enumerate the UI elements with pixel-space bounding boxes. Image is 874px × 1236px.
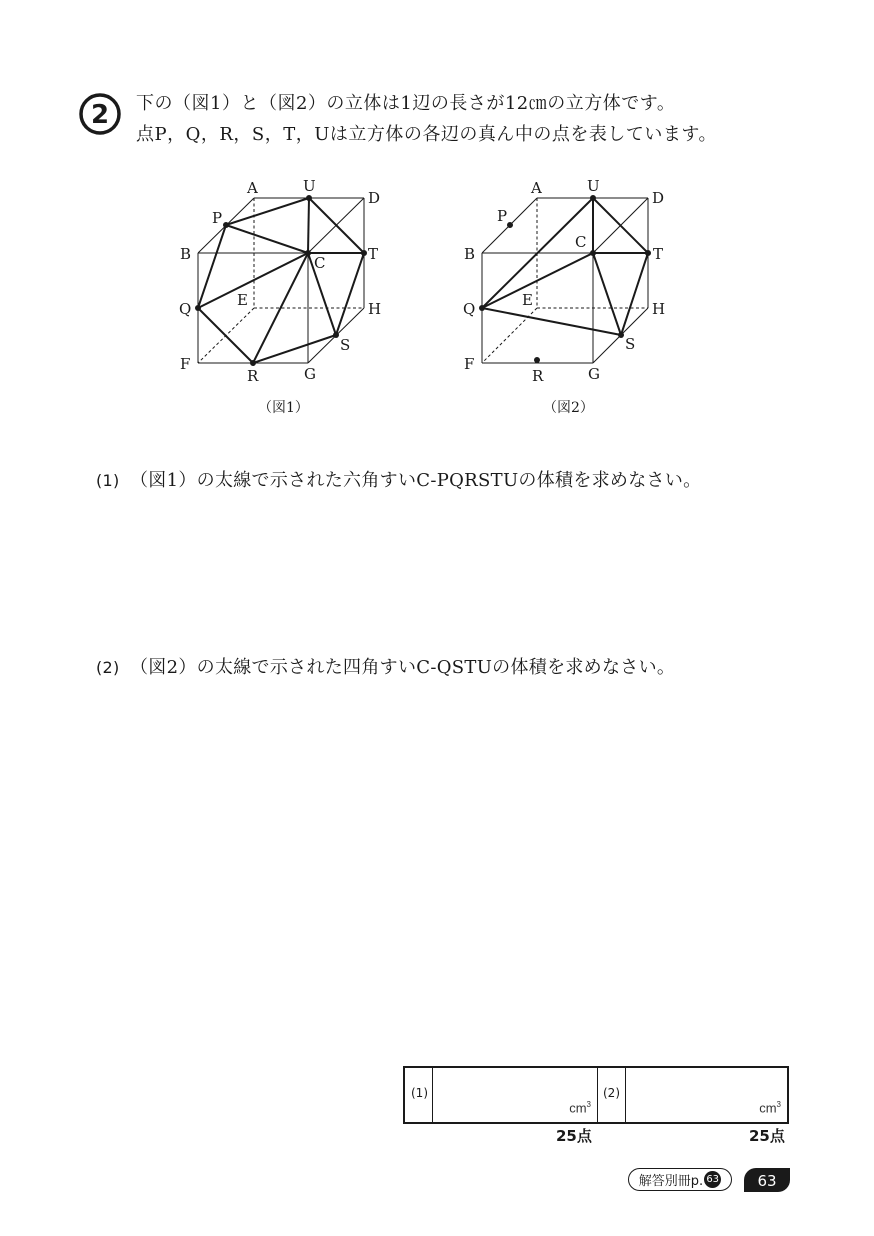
problem-statement — [136, 88, 717, 150]
label-D: D — [652, 189, 665, 207]
label-R: R — [532, 367, 544, 385]
question-1-number: (1) — [96, 471, 120, 490]
label-G: G — [588, 365, 600, 383]
problem-line-2: 点P，Q，R，S，T，Uは立方体の各辺の真ん中の点を表しています。 — [136, 124, 717, 145]
label-F: F — [464, 355, 475, 373]
page-number-tab — [744, 1168, 790, 1192]
label-U: U — [303, 177, 316, 195]
question-1 — [96, 466, 701, 492]
reference-text: 解答別冊p. — [638, 1174, 704, 1189]
answer-1-label: (1) — [411, 1086, 428, 1100]
answer-box — [403, 1066, 789, 1124]
figure-1-caption: （図1） — [258, 400, 309, 416]
label-S: S — [625, 335, 636, 353]
label-S: S — [340, 336, 351, 354]
label-G: G — [304, 365, 316, 383]
question-1-text: （図1）の太線で示された六角すいC-PQRSTUの体積を求めなさい。 — [130, 470, 702, 491]
label-B: B — [180, 245, 192, 263]
figure-2-cube — [455, 170, 685, 420]
answer-2-points: 25点 — [749, 1127, 785, 1145]
answer-2-unit: $cm^3$ — [759, 1100, 781, 1116]
answer-2-label-cell — [598, 1068, 626, 1122]
problem-line-1: 下の（図1）と（図2）の立体は1辺の長さが12㎝の立方体です。 — [136, 93, 676, 114]
answer-2-field[interactable] — [626, 1068, 787, 1122]
page-number: 63 — [757, 1172, 777, 1190]
question-2-number: (2) — [96, 658, 120, 677]
label-E: E — [522, 291, 533, 309]
label-U: U — [587, 177, 600, 195]
answer-1-points: 25点 — [556, 1127, 592, 1145]
question-2 — [96, 653, 675, 679]
label-C: C — [314, 254, 326, 272]
problem-number-badge — [78, 92, 122, 136]
label-E: E — [237, 291, 248, 309]
reference-page-badge: 63 — [704, 1171, 721, 1188]
label-P: P — [497, 207, 508, 225]
label-A: A — [531, 179, 542, 197]
label-F: F — [180, 355, 191, 373]
label-H: H — [652, 300, 666, 318]
label-B: B — [464, 245, 476, 263]
label-T: T — [368, 245, 379, 263]
question-2-text: （図2）の太線で示された四角すいC-QSTUの体積を求めなさい。 — [130, 657, 676, 678]
problem-number: 2 — [90, 100, 110, 130]
label-R: R — [247, 367, 259, 385]
figure-2-caption: （図2） — [543, 400, 594, 416]
answer-booklet-reference — [628, 1168, 732, 1191]
label-C: C — [575, 233, 587, 251]
label-Q: Q — [179, 300, 192, 318]
answer-1-field[interactable] — [433, 1068, 598, 1122]
answer-1-unit: $cm^3$ — [569, 1100, 591, 1116]
answer-2-label: (2) — [603, 1086, 620, 1100]
label-A: A — [247, 179, 258, 197]
label-P: P — [212, 209, 223, 227]
label-D: D — [368, 189, 381, 207]
figure-1-cube — [170, 170, 400, 420]
label-T: T — [653, 245, 664, 263]
label-Q: Q — [463, 300, 476, 318]
label-H: H — [368, 300, 382, 318]
answer-1-label-cell — [405, 1068, 433, 1122]
